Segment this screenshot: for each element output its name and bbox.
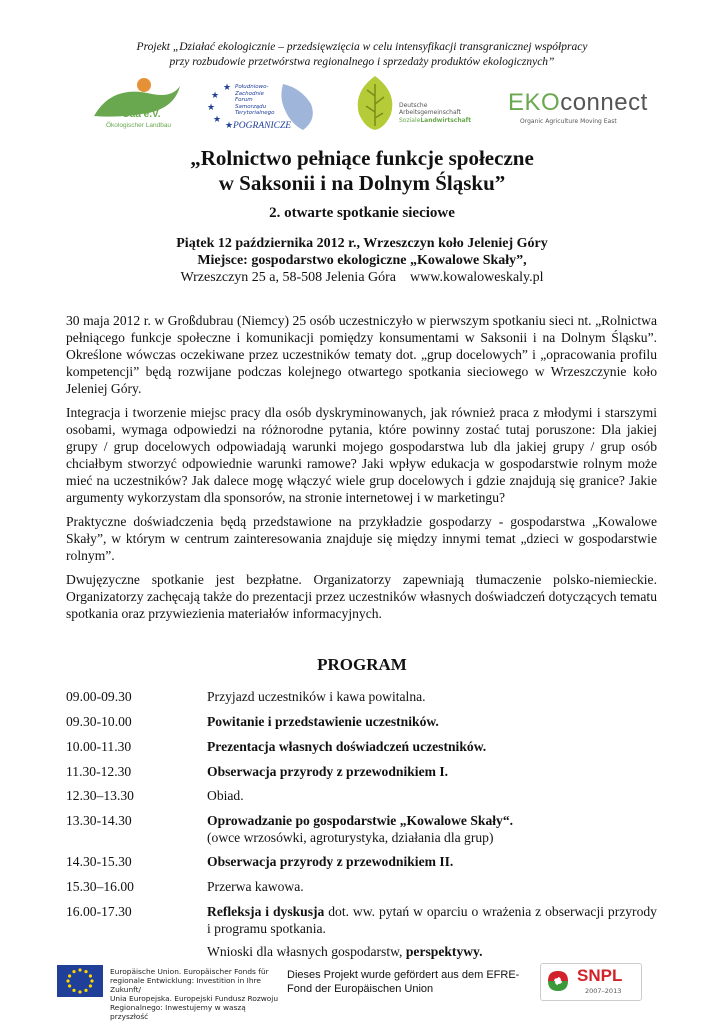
dasl-text: Deutsche Arbeitsgemeinschaft SozialeLandwirtschaft: [399, 102, 472, 124]
program-item: Prezentacja własnych doświadczeń uczestników.: [207, 739, 487, 754]
program-time: 16.00-17.30: [66, 904, 132, 919]
project-line-1: Projekt „Działać ekologicznie – przedsięwzięcia w celu intensyfikacji transgranicznej współpracy: [136, 41, 588, 53]
program-item: Refleksja i dyskusja dot. ww. pytań w oparciu o wrażenia z obserwacji przyrody i programu spotkania.: [207, 904, 657, 936]
program-item: Obiad.: [207, 788, 244, 803]
program-item-group: [207, 812, 657, 846]
ekoconnect-logo: [508, 90, 648, 134]
program-item-group: [207, 903, 657, 960]
snpl-name: SNPL: [577, 966, 623, 985]
program-time: 13.30-14.30: [66, 813, 132, 828]
event-address: Wrzeszczyn 25 a, 58-508 Jelenia Góra: [180, 270, 397, 285]
footer: [0, 963, 724, 1021]
svg-text:★: ★: [207, 103, 216, 113]
paragraph: Praktyczne doświadczenia będą przedstawione na przykładzie gospodarzy - gospodarstwa „Kowalowe Skały”, w którym w centrum zainteresowania znajduje się między innymi temat „dzieci w gospodarstwie rolnym”.: [66, 514, 657, 563]
pogranicze-name: POGRANICZE: [233, 121, 292, 131]
paragraph: 30 maja 2012 r. w Großdubrau (Niemcy) 25 osób uczestniczyło w pierwszym spotkaniu sieci nt. „Rolnictwa pełniącego funkcje społeczne i komunikacji pomiędzy konsumentami w Saksonii i na Dolnym Śląsku”. Określone wówczas oczekiwane przez uczestników tematy dot. „grup docelowych” i „opracowania profilu kompetencji” będą rozwijane podczas kolejnego otwartego spotkania sieciowego w Wrzeszczynie koło Jeleniej Góry.: [66, 313, 657, 396]
snpl-emblem-icon: [545, 968, 571, 994]
ekoconnect-tagline: Organic Agriculture Moving East: [520, 118, 617, 125]
page-title: [0, 146, 724, 196]
ekoconnect-wordmark: EKOconnect: [508, 89, 648, 116]
title-line-1: „Rolnictwo pełniące funkcje społeczne: [190, 146, 534, 170]
event-website: www.kowaloweskaly.pl: [410, 270, 544, 285]
program-item: Oprowadzanie po gospodarstwie „Kowalowe Skały“.: [207, 813, 514, 828]
svg-text:★: ★: [225, 121, 234, 131]
snpl-years: 2007–2013: [585, 987, 622, 995]
program-item: Obserwacja przyrody z przewodnikiem II.: [207, 854, 454, 869]
program-time: 12.30–13.30: [66, 788, 134, 803]
efre-note: Dieses Projekt wurde gefördert aus dem EFRE- Fond der Europäischen Union: [287, 969, 520, 995]
program-item: Powitanie i przedstawienie uczestników.: [207, 714, 439, 729]
project-line-2: przy rozbudowie przetwórstwa regionalnego i sprzedaży produktów ekologicznych”: [169, 56, 555, 68]
svg-text:★: ★: [223, 83, 232, 93]
page-subtitle: 2. otwarte spotkanie sieciowe: [269, 205, 455, 221]
dasl-logo: [353, 74, 478, 134]
pogranicze-org-name: Południowo- Zachodnie Forum Samorządu Terytorialnego: [235, 84, 275, 117]
body-text: [66, 312, 657, 629]
program-item: Przerwa kawowa.: [207, 879, 304, 894]
snpl-logo: [540, 963, 642, 1001]
leaf-icon: [353, 74, 397, 132]
event-place: Miejsce: gospodarstwo ekologiczne „Kowalowe Skały”,: [197, 253, 527, 268]
gaea-logo: [92, 76, 182, 136]
program-time: 15.30–16.00: [66, 879, 134, 894]
program-time: 14.30-15.30: [66, 854, 132, 869]
program-time: 09.30-10.00: [66, 714, 132, 729]
gaea-subtitle: Ökologischer Landbau: [106, 122, 172, 129]
program-item-detail: (owce wrzosówki, agroturystyka, działania dla grup): [207, 830, 494, 845]
pogranicze-logo: [205, 80, 325, 136]
svg-text:★: ★: [213, 115, 222, 125]
program-item-detail: Wnioski dla własnych gospodarstw, perspektywy.: [207, 944, 483, 959]
program-item: Obserwacja przyrody z przewodnikiem I.: [207, 764, 449, 779]
program-item: Przyjazd uczestników i kawa powitalna.: [207, 689, 426, 704]
gaea-name: Gäa e.V.: [122, 109, 161, 120]
paragraph: Integracja i tworzenie miejsc pracy dla osób dyskryminowanych, jak również praca z młodymi i starszymi osobami, wymaga odpowiedzi na różnorodne pytania, które powinny zostać tutaj poruszone: Dla jakiej grupy / grup docelowych odpowiadają warunki mojego gospodarstwa lub dla jakiej grupy / grup osób chciałbym stworzyć odpowiednie warunki ramowe? Jaki wpływ edukacja w gospodarstwie rolnym może mieć na uczestników? Jak dalece mogę włączyć wiele grup docelowych i gdzie znajdują się granice? Jakie argumenty wykorzystam dla sponsorów, na stronie internetowej i w marketingu?: [66, 405, 657, 505]
title-line-2: w Saksonii i na Dolnym Śląsku”: [218, 171, 506, 195]
program-time: 10.00-11.30: [66, 739, 132, 754]
svg-text:★: ★: [211, 91, 220, 101]
eu-funding-text: Europäische Union. Europäischer Fonds für regionale Entwicklung: Investition in Ihre Zukunft/ Unia Europejska. Europejski Fundusz Rozwoju Regionalnego: Inwestujemy w waszą przyszłość: [110, 967, 279, 1021]
paragraph: Dwujęzyczne spotkanie jest bezpłatne. Organizatorzy zapewniają tłumaczenie polsko-niemieckie. Organizatorzy zachęcają także do prezentacji przez uczestników własnych doświadczeń dotyczących tematu spotkania oraz przywiezienia materiałów informacyjnych.: [66, 572, 657, 621]
program-time: 09.00-09.30: [66, 689, 132, 704]
event-address-line: [0, 269, 724, 286]
program-title: PROGRAM: [317, 655, 407, 674]
eu-flag-icon: [57, 965, 103, 997]
event-date: Piątek 12 października 2012 r., Wrzeszczyn koło Jeleniej Góry: [176, 236, 548, 251]
program-time: 11.30-12.30: [66, 764, 132, 779]
